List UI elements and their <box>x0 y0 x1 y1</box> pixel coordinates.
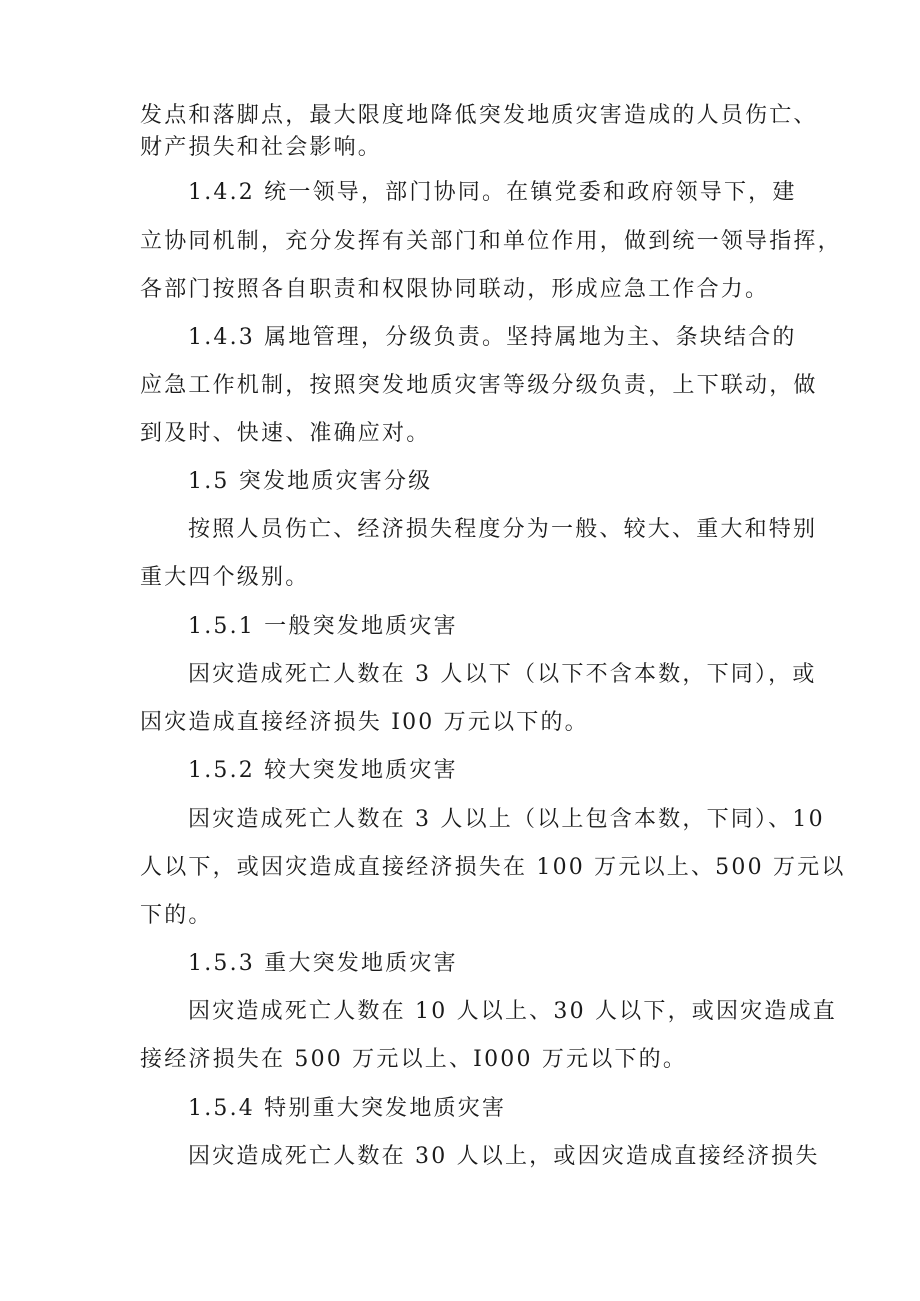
text-line: 按照人员伤亡、经济损失程度分为一般、较大、重大和特别 <box>188 517 818 542</box>
text-line: 各部门按照各自职责和权限协同联动，形成应急工作合力。 <box>140 277 770 302</box>
section-heading-1-5-1: 1.5.1 一般突发地质灾害 <box>188 614 458 639</box>
text-line: 下的。 <box>140 903 213 928</box>
section-heading-1-5-2: 1.5.2 较大突发地质灾害 <box>188 758 458 783</box>
text-line: 到及时、快速、准确应对。 <box>140 421 431 446</box>
text-line: 因灾造成死亡人数在 10 人以上、30 人以下，或因灾造成直 <box>188 999 837 1024</box>
text-line: 发点和落脚点，最大限度地降低突发地质灾害造成的人员伤亡、 <box>140 103 818 128</box>
text-line: 接经济损失在 500 万元以上、I000 万元以下的。 <box>140 1047 688 1072</box>
text-line: 因灾造成死亡人数在 3 人以上（以上包含本数，下同）、10 <box>188 807 825 832</box>
section-heading-1-5-3: 1.5.3 重大突发地质灾害 <box>188 951 458 976</box>
text-line: 因灾造成死亡人数在 3 人以下（以下不含本数，下同），或 <box>188 662 817 687</box>
text-line: 因灾造成死亡人数在 30 人以上，或因灾造成直接经济损失 <box>188 1144 820 1169</box>
section-heading-1-5: 1.5 突发地质灾害分级 <box>188 469 433 494</box>
text-line: 财产损失和社会影响。 <box>140 135 383 160</box>
text-line: 人以下，或因灾造成直接经济损失在 100 万元以上、500 万元以 <box>140 855 846 880</box>
text-line: 应急工作机制，按照突发地质灾害等级分级负责，上下联动，做 <box>140 373 818 398</box>
text-line: 重大四个级别。 <box>140 565 310 590</box>
section-heading-1-5-4: 1.5.4 特别重大突发地质灾害 <box>188 1096 507 1121</box>
text-line: 立协同机制，充分发挥有关部门和单位作用，做到统一领导指挥， <box>140 229 842 254</box>
text-line: 因灾造成直接经济损失 I00 万元以下的。 <box>140 710 589 735</box>
section-heading-1-4-3: 1.4.3 属地管理，分级负责。坚持属地为主、条块结合的 <box>188 325 797 350</box>
section-heading-1-4-2: 1.4.2 统一领导，部门协同。在镇党委和政府领导下，建 <box>188 180 797 205</box>
